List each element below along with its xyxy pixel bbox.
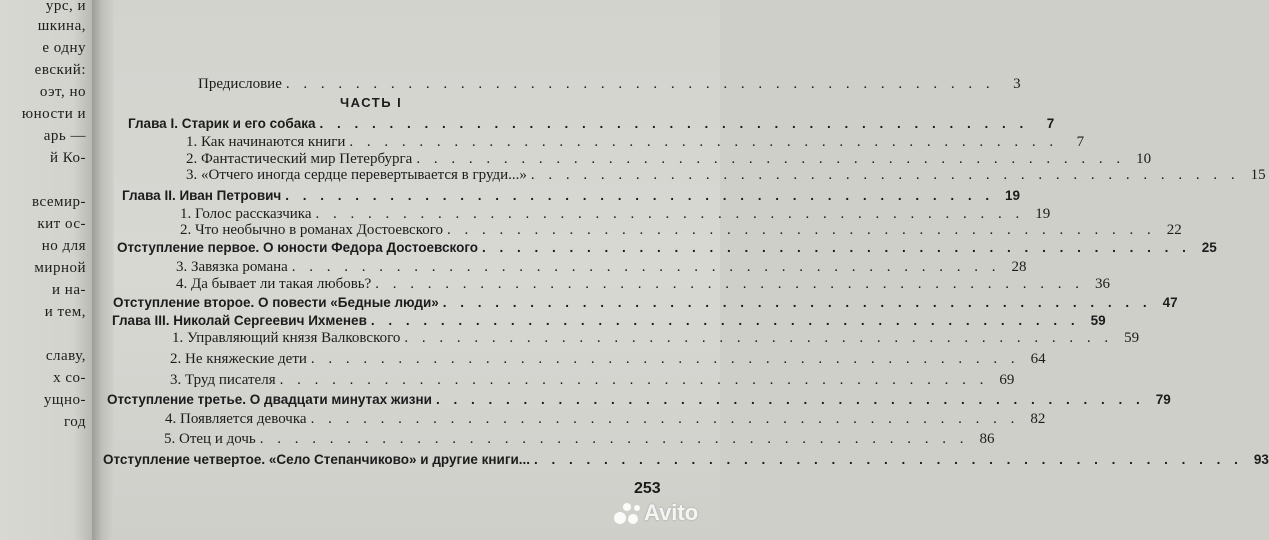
left-page-line: е одну bbox=[42, 40, 86, 56]
left-page-line: х со- bbox=[53, 370, 86, 386]
toc-entry bbox=[176, 259, 1027, 276]
toc-entry-page: 22 bbox=[1166, 222, 1182, 238]
toc-entry-page: 7 bbox=[1076, 134, 1085, 150]
toc-entry-page: 19 bbox=[1035, 206, 1051, 222]
toc-entry-page: 3 bbox=[1013, 76, 1021, 92]
toc-entry bbox=[103, 452, 1269, 467]
toc-entry bbox=[122, 188, 1021, 203]
toc-entry bbox=[107, 392, 1171, 407]
toc-entry bbox=[186, 167, 1266, 184]
toc-leader-dots: . . . . . . . . . . . . . . . . . . . . . . . . . . . . . . . . . . . . . . . . . bbox=[447, 222, 1156, 238]
toc-entry-title: 2. Не княжеские дети bbox=[170, 351, 307, 367]
toc-entry-title: 3. Завязка романа bbox=[176, 259, 288, 275]
toc-entry-title: 3. Труд писателя bbox=[170, 372, 276, 388]
left-page-line: кит ос- bbox=[37, 216, 86, 232]
toc-entry-title: 3. «Отчего иногда сердце перевертывается в груди...» bbox=[186, 167, 527, 183]
toc-entry-title: 1. Как начинаются книги bbox=[186, 134, 346, 150]
left-page-line: урс, и bbox=[45, 0, 86, 14]
left-page-line: но для bbox=[41, 238, 86, 254]
page-number: 253 bbox=[634, 480, 661, 497]
toc-entry-title: Отступление первое. О юности Федора Достоевского bbox=[117, 240, 479, 255]
toc-entry-page: 86 bbox=[979, 431, 995, 447]
toc-entry bbox=[165, 411, 1046, 428]
left-page-line: шкина, bbox=[37, 18, 86, 34]
toc-entry-page: 82 bbox=[1030, 411, 1046, 427]
toc-entry-page: 25 bbox=[1201, 240, 1217, 255]
left-page-line: оэт, но bbox=[39, 84, 86, 100]
toc-entry-page: 69 bbox=[999, 372, 1015, 388]
toc-entry-page: 36 bbox=[1095, 276, 1111, 292]
left-page-line: мирной bbox=[34, 260, 86, 276]
toc-leader-dots: . . . . . . . . . . . . . . . . . . . . . . . . . . . . . . . . . . . . . . . . . bbox=[319, 116, 1029, 131]
toc-entry bbox=[170, 351, 1046, 368]
toc-entry bbox=[128, 116, 1055, 131]
toc-leader-dots: . . . . . . . . . . . . . . . . . . . . . . . . . . . . . . . . . . . . . . . . . bbox=[435, 392, 1145, 407]
toc-leader-dots: . . . . . . . . . . . . . . . . . . . . . . . . . . . . . . . . . . . . . . . . . bbox=[259, 431, 969, 447]
toc-entry-title: 4. Да бывает ли такая любовь? bbox=[176, 276, 372, 292]
avito-watermark bbox=[614, 500, 698, 526]
avito-logo-icon bbox=[614, 500, 640, 526]
toc-entry bbox=[112, 313, 1106, 328]
toc-entry-title: 2. Фантастический мир Петербурга bbox=[186, 151, 413, 167]
toc-entry bbox=[117, 240, 1217, 255]
watermark-text: Avito bbox=[644, 500, 699, 525]
left-page-line: ущно- bbox=[43, 392, 86, 408]
toc-entry-title: Глава II. Иван Петрович bbox=[122, 188, 282, 203]
toc-leader-dots: . . . . . . . . . . . . . . . . . . . . . . . . . . . . . . . . . . . . . . . . . bbox=[416, 151, 1126, 167]
toc-leader-dots: . . . . . . . . . . . . . . . . . . . . . . . . . . . . . . . . . . . . . . . . . bbox=[285, 76, 995, 92]
toc-entry-title: 5. Отец и дочь bbox=[164, 431, 256, 447]
toc-entry-title: Глава III. Николай Сергеевич Ихменев bbox=[112, 313, 367, 328]
toc-entry bbox=[172, 330, 1140, 347]
toc-entry-page: 59 bbox=[1090, 313, 1106, 328]
section-heading: ЧАСТЬ I bbox=[340, 95, 403, 110]
toc-entry-title: 2. Что необычно в романах Достоевского bbox=[180, 222, 444, 238]
toc-leader-dots: . . . . . . . . . . . . . . . . . . . . . . . . . . . . . . . . . . . . . . . . . bbox=[482, 240, 1191, 255]
toc-entry-title: Отступление третье. О двадцати минутах жизни bbox=[107, 392, 432, 407]
toc-entry-page: 10 bbox=[1136, 151, 1152, 167]
toc-entry bbox=[186, 134, 1085, 151]
toc-entry bbox=[186, 151, 1152, 168]
toc-leader-dots: . . . . . . . . . . . . . . . . . . . . . . . . . . . . . . . . . . . . . . . . . bbox=[442, 295, 1152, 310]
left-page-line: евский: bbox=[34, 62, 86, 78]
left-page-line: год bbox=[64, 414, 86, 430]
left-page-line: юности и bbox=[21, 106, 86, 122]
left-page-line: всемир- bbox=[31, 194, 86, 210]
toc-leader-dots: . . . . . . . . . . . . . . . . . . . . . . . . . . . . . . . . . . . . . . . . . bbox=[530, 167, 1240, 183]
toc-entry bbox=[170, 372, 1015, 389]
toc-leader-dots: . . . . . . . . . . . . . . . . . . . . . . . . . . . . . . . . . . . . . . . . . bbox=[534, 452, 1243, 467]
toc-leader-dots: . . . . . . . . . . . . . . . . . . . . . . . . . . . . . . . . . . . . . . . . . bbox=[310, 351, 1020, 367]
toc-leader-dots: . . . . . . . . . . . . . . . . . . . . . . . . . . . . . . . . . . . . . . . . . bbox=[291, 259, 1001, 275]
toc-leader-dots: . . . . . . . . . . . . . . . . . . . . . . . . . . . . . . . . . . . . . . . . . bbox=[310, 411, 1020, 427]
toc-entry bbox=[164, 431, 995, 448]
left-page-line: арь — bbox=[43, 128, 86, 144]
toc-entry bbox=[180, 206, 1051, 223]
toc-entry bbox=[176, 276, 1111, 293]
toc-entry bbox=[113, 295, 1178, 310]
toc-leader-dots: . . . . . . . . . . . . . . . . . . . . . . . . . . . . . . . . . . . . . . . . . bbox=[285, 188, 995, 203]
left-page bbox=[0, 0, 92, 540]
toc-leader-dots: . . . . . . . . . . . . . . . . . . . . . . . . . . . . . . . . . . . . . . . . . bbox=[404, 330, 1114, 346]
toc-leader-dots: . . . . . . . . . . . . . . . . . . . . . . . . . . . . . . . . . . . . . . . . . bbox=[375, 276, 1085, 292]
left-page-line: и тем, bbox=[44, 304, 86, 320]
toc-entry-title: Отступление четвертое. «Село Степанчиково» и другие книги... bbox=[103, 452, 531, 467]
toc-entry-page: 7 bbox=[1046, 116, 1055, 131]
toc-leader-dots: . . . . . . . . . . . . . . . . . . . . . . . . . . . . . . . . . . . . . . . . . bbox=[370, 313, 1080, 328]
left-page-line: славу, bbox=[45, 348, 86, 364]
toc-leader-dots: . . . . . . . . . . . . . . . . . . . . . . . . . . . . . . . . . . . . . . . . . bbox=[279, 372, 989, 388]
toc-entry bbox=[180, 222, 1182, 239]
toc-entry-page: 93 bbox=[1253, 452, 1269, 467]
toc-entry-page: 28 bbox=[1011, 259, 1027, 275]
toc-entry-title: Глава I. Старик и его собака bbox=[128, 116, 316, 131]
toc-entry-page: 64 bbox=[1030, 351, 1046, 367]
toc-leader-dots: . . . . . . . . . . . . . . . . . . . . . . . . . . . . . . . . . . . . . . . . . bbox=[349, 134, 1059, 150]
toc-entry-page: 59 bbox=[1124, 330, 1140, 346]
toc-entry-page: 15 bbox=[1250, 167, 1266, 183]
toc-entry-title: 4. Появляется девочка bbox=[165, 411, 307, 427]
toc-entry-page: 19 bbox=[1005, 188, 1021, 203]
toc-leader-dots: . . . . . . . . . . . . . . . . . . . . . . . . . . . . . . . . . . . . . . . . . bbox=[315, 206, 1025, 222]
left-page-line: й Ко- bbox=[49, 150, 86, 166]
toc-entry-title: 1. Голос рассказчика bbox=[180, 206, 312, 222]
toc-entry-title: Отступление второе. О повести «Бедные люди» bbox=[113, 295, 439, 310]
toc-entry-title: Предисловие bbox=[198, 76, 282, 92]
toc-entry-page: 47 bbox=[1162, 295, 1178, 310]
left-page-line: и на- bbox=[52, 282, 86, 298]
toc-entry-page: 79 bbox=[1155, 392, 1171, 407]
toc-entry-title: 1. Управляющий князя Валковского bbox=[172, 330, 401, 346]
toc-entry bbox=[198, 76, 1021, 93]
